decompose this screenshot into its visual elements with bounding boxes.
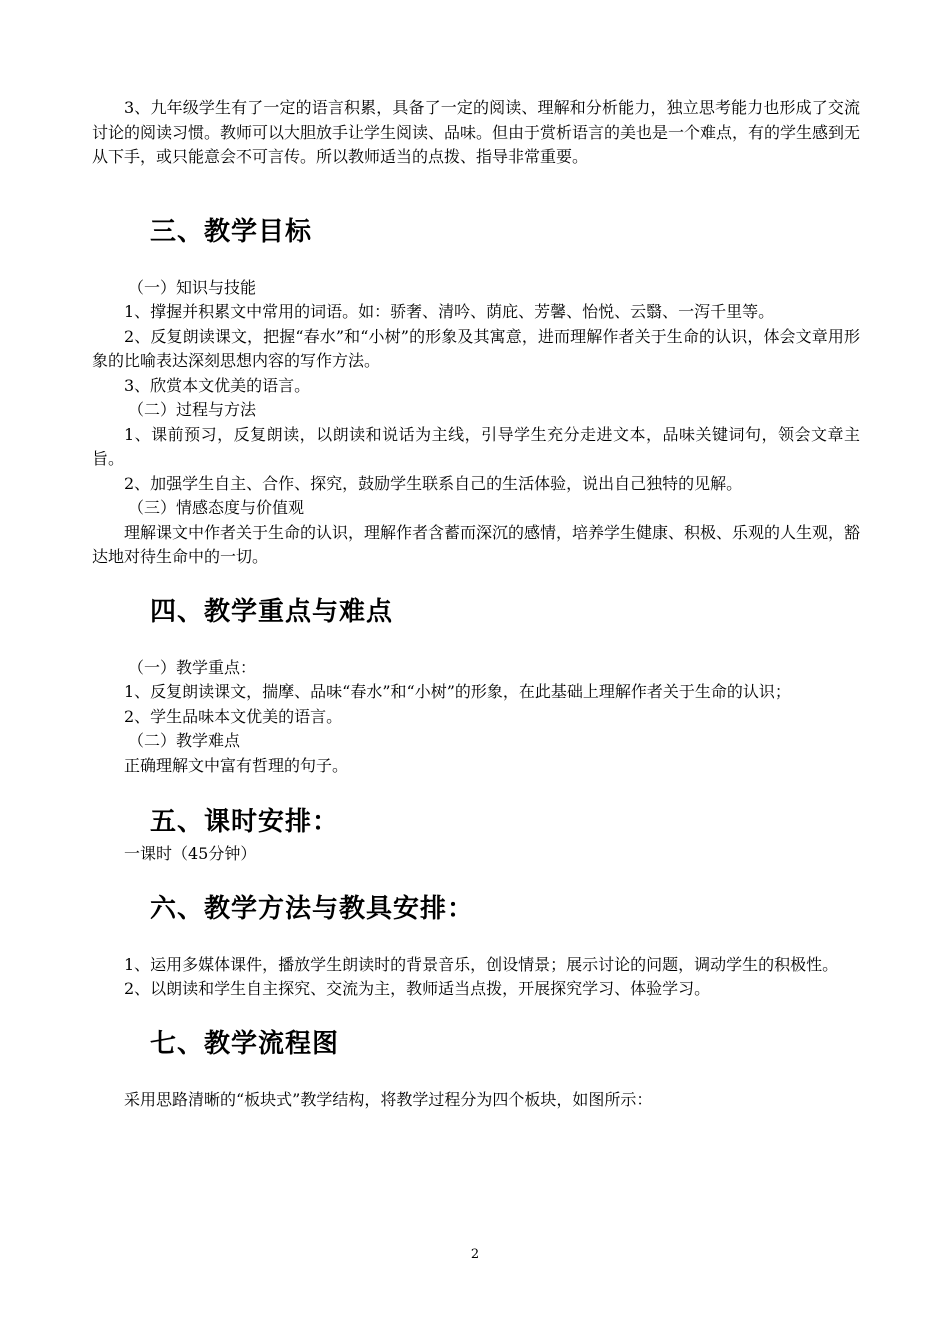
subheading-knowledge-skills: （一）知识与技能 [128, 277, 257, 297]
objective-item: 3、欣赏本文优美的语言。 [124, 375, 311, 395]
section-heading-key-points: 四、教学重点与难点 [150, 596, 394, 627]
objective-item: 1、撑握并积累文中常用的词语。如：骄奢、清吟、荫庇、芳馨、怡悦、云翳、一泻千里等。 [124, 302, 775, 321]
document-body [92, 96, 860, 1112]
objective-item: 1、课前预习，反复朗读，以朗读和说话为主线，引导学生充分走进文本，品味关键词句，领会文章主旨。 [92, 424, 860, 468]
schedule-text: 一课时（45分钟） [124, 844, 257, 863]
subheading-difficulties: （二）教学难点 [128, 731, 241, 750]
page-number: 2 [470, 1247, 480, 1262]
objective-item: 2、加强学生自主、合作、探究，鼓励学生联系自己的生活体验，说出自己独特的见解。 [124, 473, 743, 493]
intro-paragraph-3: 3、九年级学生有了一定的语言积累，具备了一定的阅读、理解和分析能力，独立思考能力也形成了交流讨论的阅读习惯。教师可以大胆放手让学生阅读、品味。但由于赏析语言的美也是一个难点，有的学生感到无从下手，或只能意会不可言传。所以教师适当的点拨、指导非常重要。 [92, 98, 861, 166]
subheading-process-methods: （二）过程与方法 [128, 400, 257, 419]
subheading-key-points: （一）教学重点： [128, 657, 257, 677]
flowchart-intro: 采用思路清晰的“板块式”教学结构，将教学过程分为四个板块，如图所示： [124, 1089, 653, 1109]
key-point-item: 2、学生品味本文优美的语言。 [124, 706, 343, 726]
method-item: 2、以朗读和学生自主探究、交流为主，教师适当点拨，开展探究学习、体验学习。 [124, 979, 711, 998]
subheading-emotion-values: （三）情感态度与价值观 [128, 498, 305, 517]
difficulty-item: 正确理解文中富有哲理的句子。 [124, 755, 349, 775]
method-item: 1、运用多媒体课件，播放学生朗读时的背景音乐，创设情景；展示讨论的问题，调动学生的积极性。 [124, 954, 839, 974]
section-heading-schedule: 五、课时安排： [150, 807, 340, 837]
section-heading-methods: 六、教学方法与教具安排： [150, 893, 475, 924]
objective-item: 2、反复朗读课文，把握“春水”和“小树”的形象及其寓意，进而理解作者关于生命的认识，体会文章用形象的比喻表达深刻思想内容的写作方法。 [92, 326, 860, 370]
section-heading-flowchart: 七、教学流程图 [150, 1028, 340, 1059]
objective-item: 理解课文中作者关于生命的认识，理解作者含蓄而深沉的感情，培养学生健康、积极、乐观的人生观，豁达地对待生命中的一切。 [92, 522, 861, 566]
section-heading-objectives: 三、教学目标 [150, 216, 313, 247]
key-point-item: 1、反复朗读课文，揣摩、品味“春水”和“小树”的形象，在此基础上理解作者关于生命的认识； [124, 682, 791, 701]
